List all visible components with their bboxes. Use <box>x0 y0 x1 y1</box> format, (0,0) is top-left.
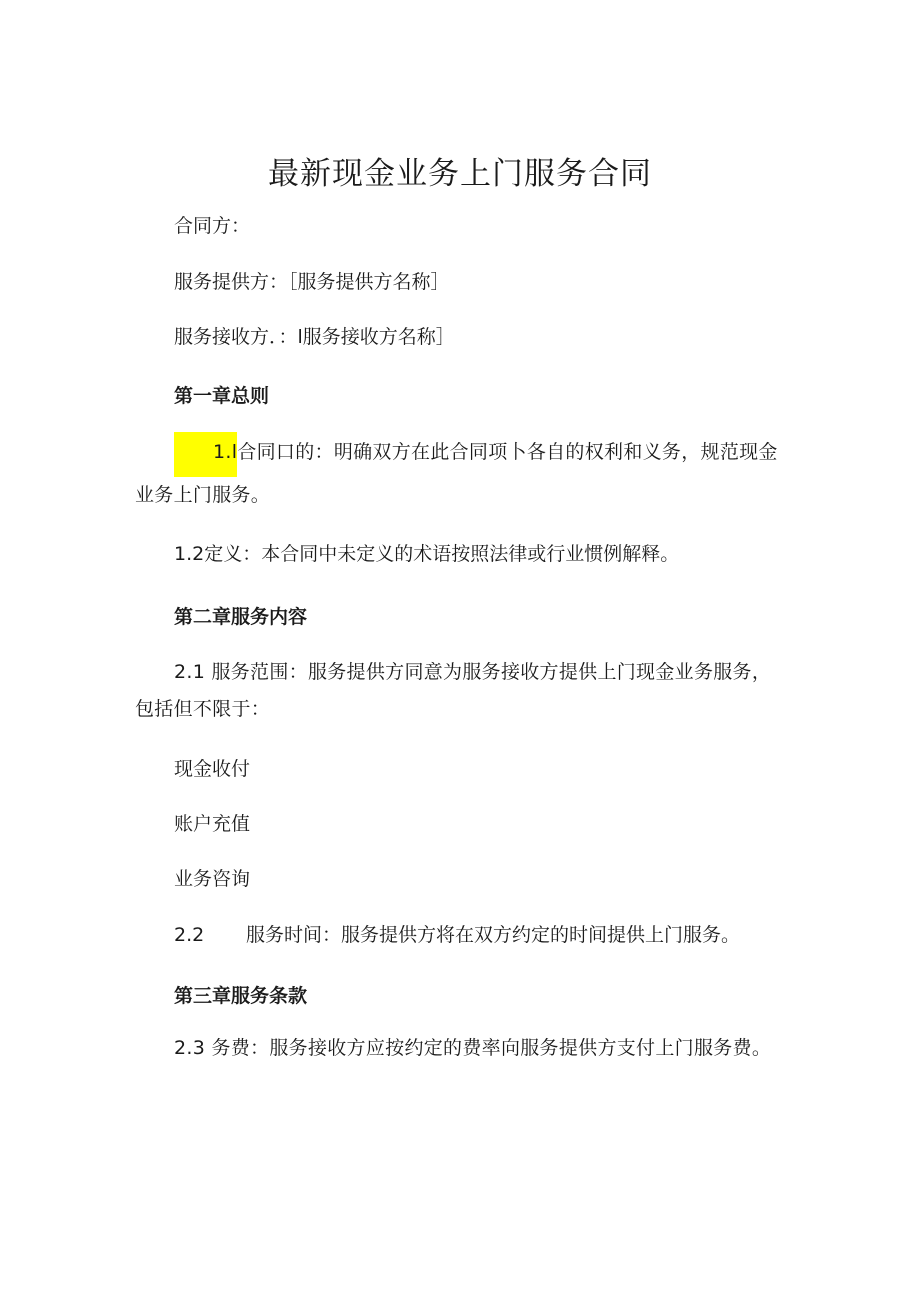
clause-1-1-text: 合同口的：明确双方在此合同项卜各自的权利和义务，规范现金业务上门服务。 <box>135 441 778 506</box>
clause-1-1-number-highlight: 1.l <box>174 432 237 477</box>
chapter3-heading: 第三章服务条款 <box>174 985 308 1007</box>
chapter1-heading: 第一章总则 <box>174 385 270 407</box>
receiver-line: 服务接收方．：l服务接收方名称］ <box>174 326 455 348</box>
parties-label: 合同方： <box>174 215 251 237</box>
clause-2-3: 2.3 务费：服务接收方应按约定的费率向服务提供方支付上门服务费。 <box>174 1037 772 1059</box>
clause-1-1 <box>135 432 780 514</box>
clause-2-2-text: 服务时间：服务提供方将在双方约定的时间提供上门服务。 <box>246 924 741 946</box>
clause-2-2-number: 2.2 <box>174 924 205 946</box>
provider-line: 服务提供方：［服务提供方名称］ <box>174 271 450 293</box>
clause-2-1: 2.1 服务范围：服务提供方同意为服务接收方提供上门现金业务服务，包括但不限于： <box>135 661 772 720</box>
list-item-account-topup: 账户充值 <box>174 813 251 835</box>
chapter2-heading: 第二章服务内容 <box>174 606 308 628</box>
clause-2-2 <box>174 922 740 948</box>
list-item-consulting: 业务咨询 <box>174 868 251 890</box>
page-title: 最新现金业务上门服务合同 <box>268 156 652 192</box>
clause-1-2: 1.2定义：本合同中未定义的术语按照法律或行业惯例解释。 <box>174 543 680 565</box>
list-item-cash: 现金收付 <box>174 758 251 780</box>
